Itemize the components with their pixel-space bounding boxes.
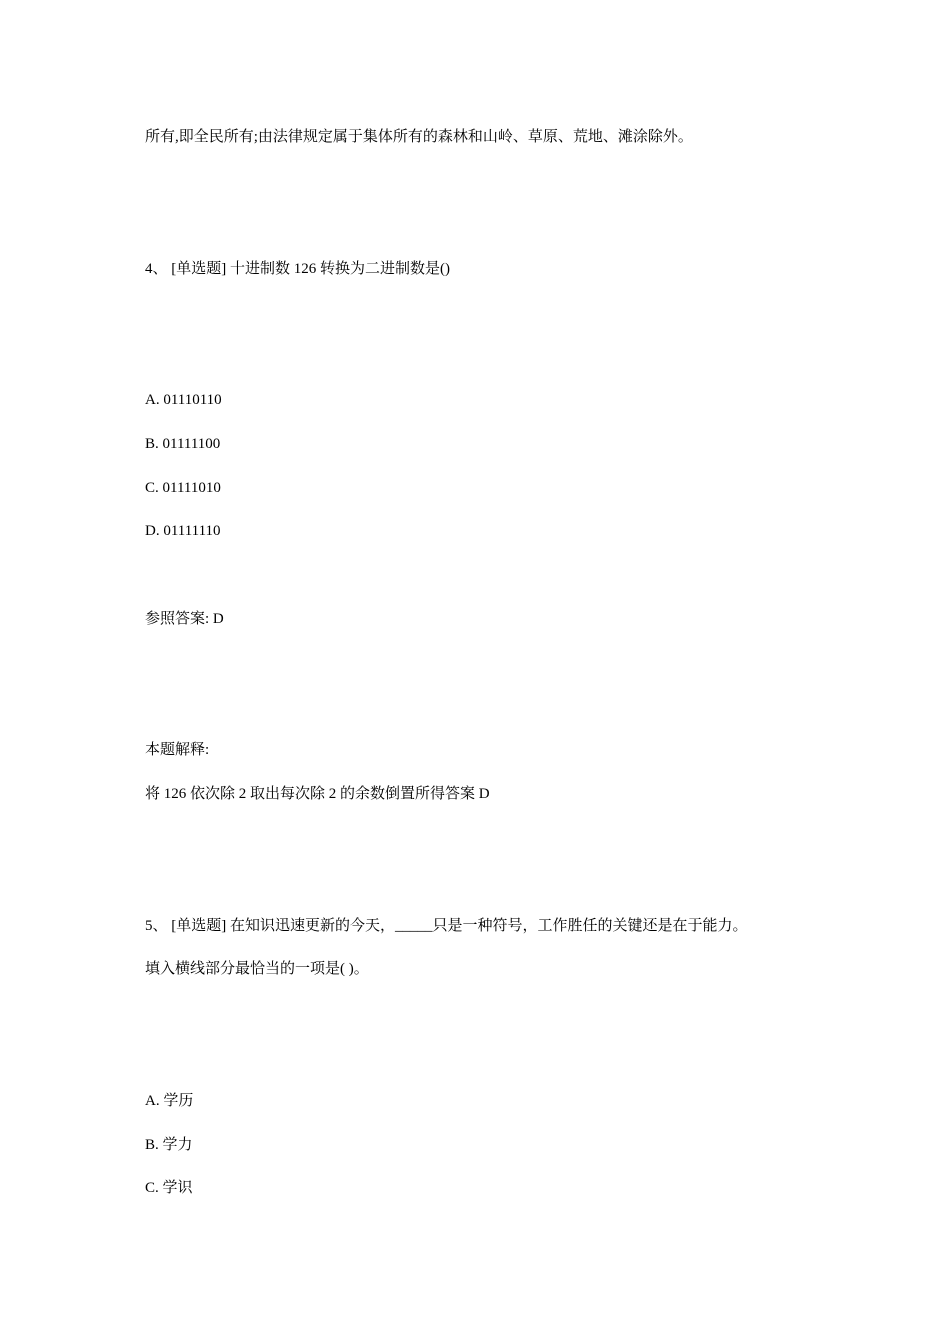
q4-option-d: D. 01111110 xyxy=(145,523,221,539)
question-4-text: 4、 [单选题] 十进制数 126 转换为二进制数是() xyxy=(145,261,450,277)
q4-answer: 参照答案: D xyxy=(145,611,224,627)
q5-option-a: A. 学历 xyxy=(145,1093,194,1109)
q4-option-c: C. 01111010 xyxy=(145,480,221,496)
q4-explanation: 将 126 依次除 2 取出每次除 2 的余数倒置所得答案 D xyxy=(145,786,490,802)
q4-option-b: B. 01111100 xyxy=(145,436,221,452)
question-5-text-cont: 填入横线部分最恰当的一项是( )。 xyxy=(145,961,369,977)
q5-option-c: C. 学识 xyxy=(145,1180,193,1196)
q5-option-b: B. 学力 xyxy=(145,1137,193,1153)
q4-explanation-label: 本题解释: xyxy=(145,742,210,758)
question-5-text: 5、 [单选题] 在知识迅速更新的今天，_____只是一种符号，工作胜任的关键还是在于能力。 xyxy=(145,918,748,934)
q4-option-a: A. 01110110 xyxy=(145,392,222,408)
intro-text: 所有,即全民所有;由法律规定属于集体所有的森林和山岭、草原、荒地、滩涂除外。 xyxy=(145,129,693,145)
